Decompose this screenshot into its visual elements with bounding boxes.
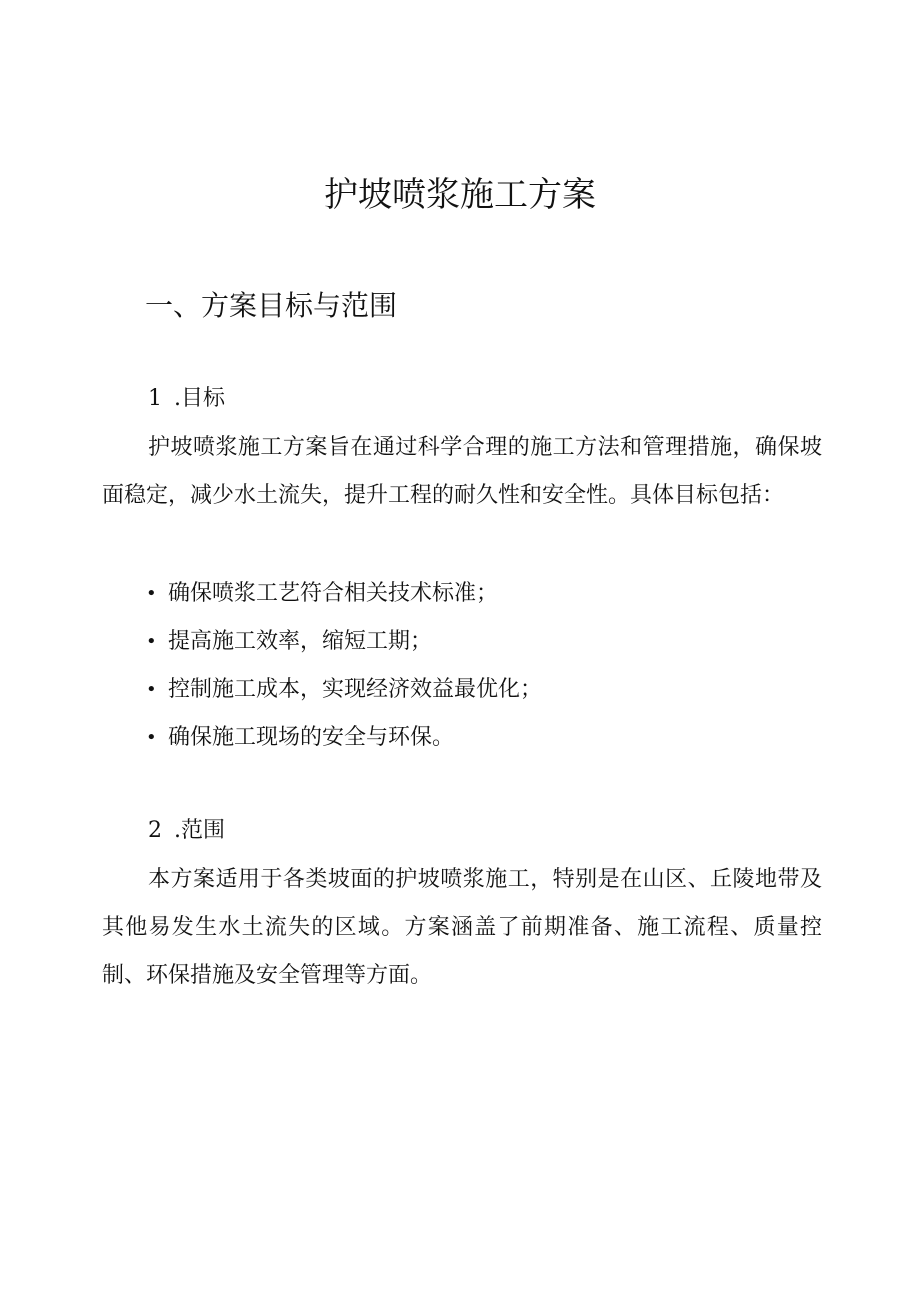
list-item xyxy=(146,666,542,714)
goal-paragraph: 护坡喷浆施工方案旨在通过科学合理的施工方法和管理措施，确保坡面稳定，减少水土流失，提升工程的耐久性和安全性。具体目标包括： xyxy=(102,435,822,508)
subheading-scope-label: .范围 xyxy=(174,818,225,843)
subheading-scope-number: 2 xyxy=(148,818,162,843)
document-title: 护坡喷浆施工方案 xyxy=(324,175,596,215)
subheading-goal-number: 1 xyxy=(148,386,162,411)
bullet-icon: • xyxy=(146,631,157,652)
bullet-icon: • xyxy=(146,727,157,748)
bullet-icon: • xyxy=(146,583,157,604)
list-item xyxy=(146,714,542,762)
list-item-text: 控制施工成本，实现经济效益最优化； xyxy=(168,677,543,702)
list-item-text: 确保喷浆工艺符合相关技术标准； xyxy=(168,581,499,606)
list-item xyxy=(146,618,542,666)
scope-paragraph: 本方案适用于各类坡面的护坡喷浆施工，特别是在山区、丘陵地带及其他易发生水土流失的区域。方案涵盖了前期准备、施工流程、质量控制、环保措施及安全管理等方面。 xyxy=(102,867,822,988)
subheading-goal-label: .目标 xyxy=(174,386,225,411)
list-item-text: 提高施工效率，缩短工期； xyxy=(168,629,433,654)
subheading-scope xyxy=(148,814,225,848)
list-item xyxy=(146,570,542,618)
goal-list xyxy=(146,570,542,762)
list-item-text: 确保施工现场的安全与环保。 xyxy=(168,725,455,750)
section-heading-goals-scope: 一、方案目标与范围 xyxy=(145,289,398,322)
bullet-icon: • xyxy=(146,679,157,700)
subheading-goal xyxy=(148,382,225,416)
